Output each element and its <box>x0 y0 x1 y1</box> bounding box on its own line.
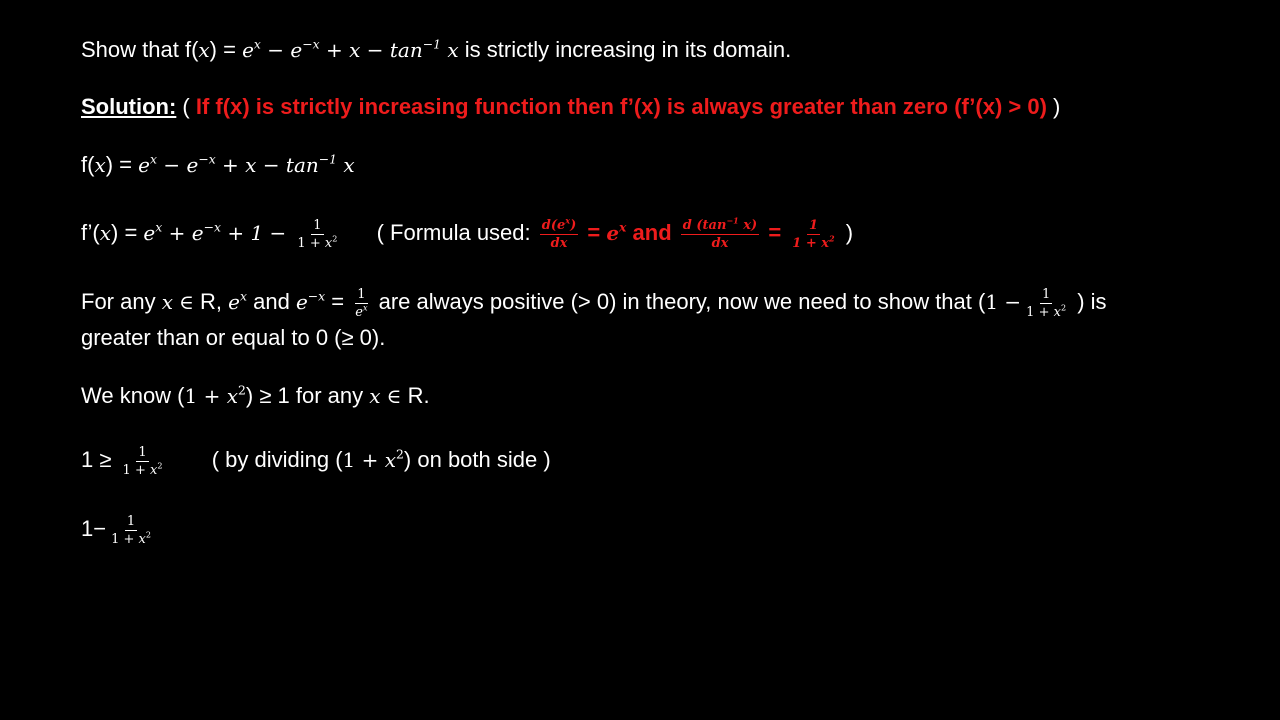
fraction: $\frac{d (\tan^{-1} x)}{dx}$ <box>682 215 758 251</box>
text: greater than or equal to 0 (≥ 0). <box>81 325 386 350</box>
paren: ) <box>839 220 854 245</box>
text: We know ( <box>81 383 185 408</box>
math-in: ∈ <box>179 290 194 314</box>
text: are always positive (> 0) in theory, now we need to show that ( <box>372 289 986 314</box>
text: and <box>247 289 296 314</box>
text: For any <box>81 289 162 314</box>
paren: ( <box>176 94 196 119</box>
solution-hint: If f(x) is strictly increasing function then f’(x) is always greater than zero (f’(x) > 0) <box>195 94 1047 119</box>
paren: ) <box>1046 94 1061 119</box>
math-expression: $1 + x^2$ <box>184 382 246 408</box>
text: ) ≥ 1 for any <box>245 383 370 408</box>
derivative-line <box>81 215 854 251</box>
math-x: x <box>369 384 381 408</box>
text: ) = <box>209 37 243 62</box>
text: R, <box>193 289 229 314</box>
math-expression: $e^x - e^{-x} + x - \tan^{-1} x$ <box>138 151 355 177</box>
fraction: $\frac{1}{1 + x^2}$ <box>1026 286 1067 320</box>
paragraph-line-2 <box>81 323 385 353</box>
text: ) = <box>111 220 144 245</box>
math-expression: $e^x$ <box>228 288 247 314</box>
text: = <box>581 220 607 245</box>
math-x: x <box>99 221 112 245</box>
math-expression: $1 + x^2$ <box>342 446 404 472</box>
partial-line <box>81 514 156 546</box>
text: = <box>325 289 351 314</box>
math-expression: 1 − <box>985 290 1022 314</box>
text: Show that f( <box>81 37 199 62</box>
text: and <box>626 220 678 245</box>
fraction: $\frac{d(e^x)}{dx}$ <box>541 215 577 251</box>
function-definition <box>81 150 355 180</box>
text: ( Formula used: <box>376 220 537 245</box>
fraction: $\frac{1}{1 + x^2}$ <box>297 217 338 251</box>
paragraph-line-1 <box>81 287 1107 319</box>
math-expression: $e^x - e^{-x} + x - \tan^{-1} x$ <box>242 36 459 62</box>
text: 1− <box>81 516 107 541</box>
inequality-line <box>81 445 551 477</box>
text: ) on both side ) <box>403 447 551 472</box>
math-x: x <box>161 290 173 314</box>
text: 1 ≥ <box>81 447 118 472</box>
fraction: $\frac{1}{1 + x^2}$ <box>792 217 835 251</box>
fraction: $\frac{1}{1 + x^2}$ <box>111 513 151 547</box>
text: = <box>762 220 788 245</box>
fraction: $\frac{1}{1 + x^2}$ <box>122 444 163 478</box>
solution-label: Solution: <box>81 94 177 119</box>
we-know-line <box>81 381 430 411</box>
math-x: x <box>198 38 210 62</box>
text: ) = <box>105 152 139 177</box>
text: f’( <box>81 220 100 245</box>
math-expression: $e^x$ <box>606 219 627 245</box>
text: R. <box>401 383 430 408</box>
fraction: $\frac{1}{e^x}$ <box>355 286 368 320</box>
math-x: x <box>94 153 106 177</box>
text: f( <box>81 152 95 177</box>
text: is strictly increasing in its domain. <box>464 37 792 62</box>
math-expression: $e^{-x}$ <box>295 288 326 314</box>
text: ) is <box>1071 289 1107 314</box>
math-in: ∈ <box>386 384 402 408</box>
text: ( by dividing ( <box>211 447 343 472</box>
math-expression: $e^x + e^{-x} + 1$ − <box>143 219 287 245</box>
solution-line <box>81 92 1060 122</box>
problem-statement <box>81 35 791 65</box>
